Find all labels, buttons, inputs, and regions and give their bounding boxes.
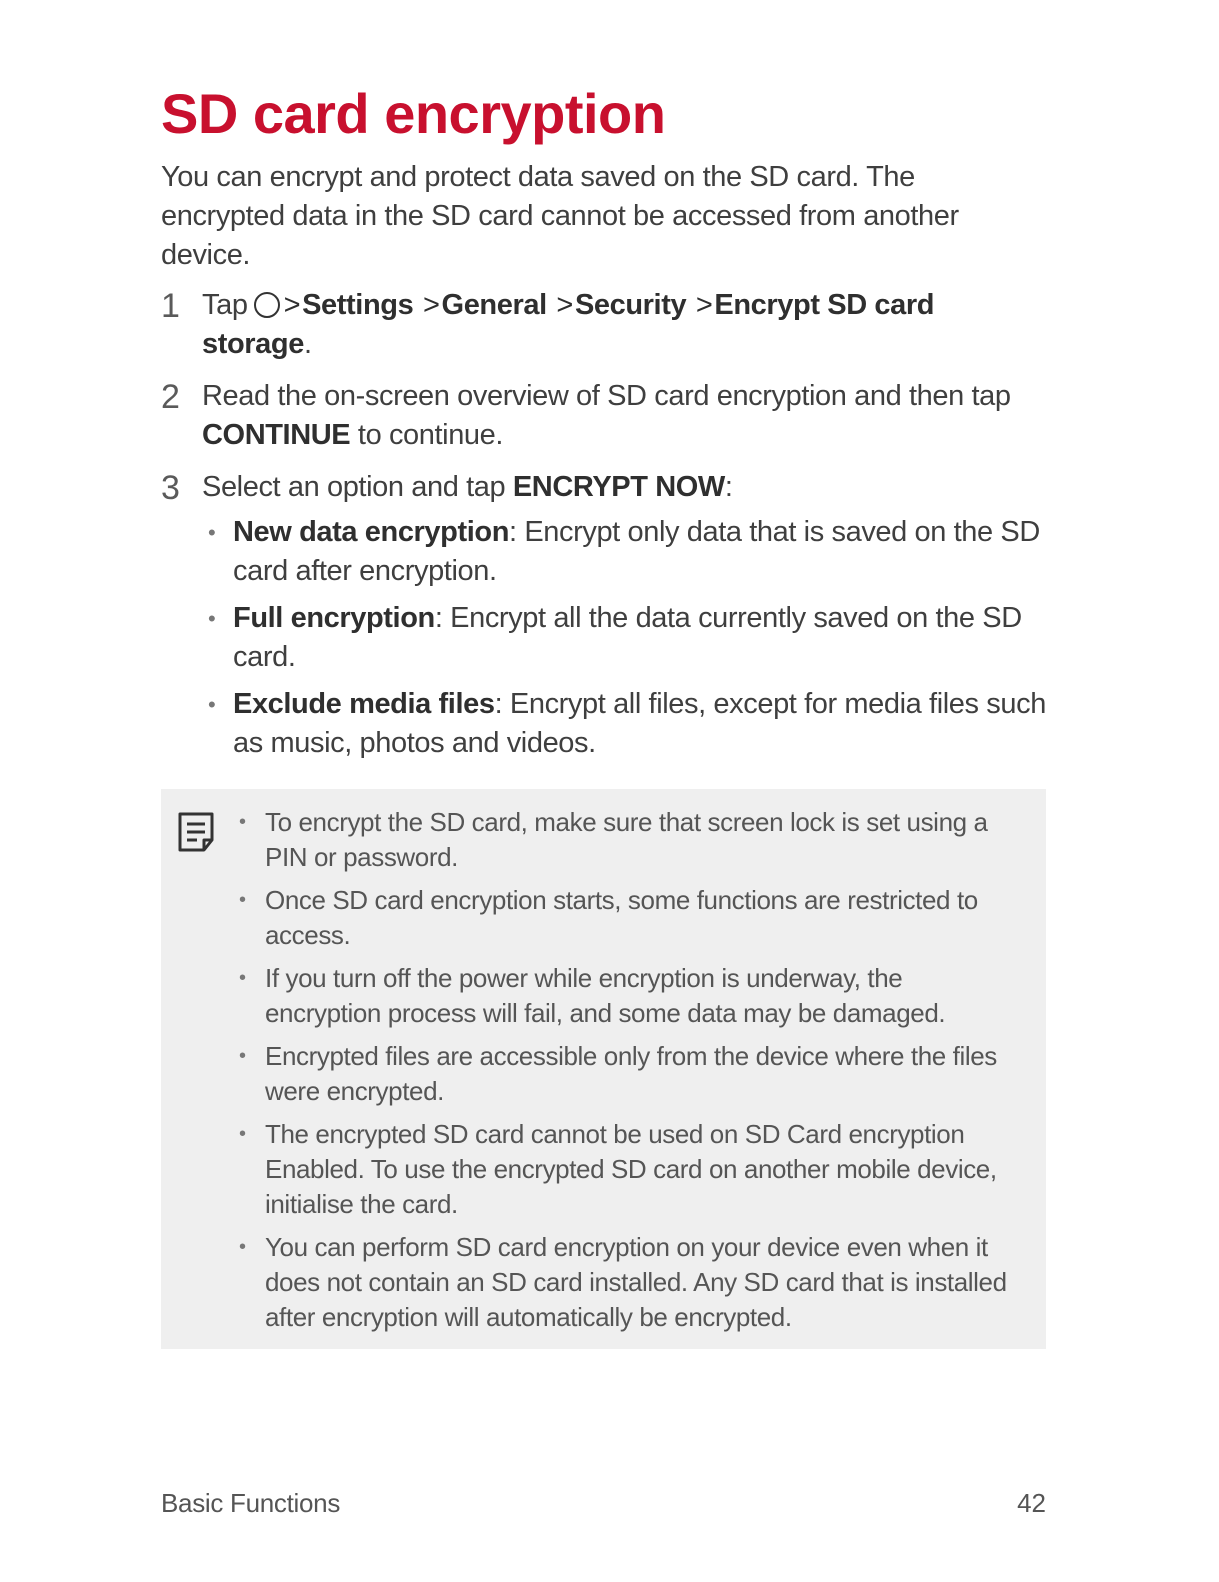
note-item — [239, 883, 1019, 953]
option-desc: : Encrypt all the data currently saved on the SD card. — [233, 602, 1022, 673]
page-title: SD card encryption — [161, 82, 666, 145]
option-exclude-media-files — [202, 685, 1046, 763]
bullet: • — [239, 811, 246, 833]
note-item — [239, 1039, 1019, 1109]
bullet: • — [208, 692, 216, 717]
note-item — [239, 805, 1019, 875]
option-desc: : Encrypt all files, except for media files such as music, photos and videos. — [233, 688, 1046, 759]
option-desc: : Encrypt only data that is saved on the SD card after encryption. — [233, 516, 1040, 587]
footer-page-number: 42 — [1017, 1488, 1046, 1518]
path-settings: Settings — [302, 289, 414, 321]
step-number: 3 — [161, 469, 180, 507]
bullet: • — [239, 889, 246, 911]
note-item — [239, 1230, 1019, 1335]
option-new-data-encryption — [202, 513, 1046, 591]
step-end: . — [303, 328, 312, 360]
note-text: The encrypted SD card cannot be used on SD Card encryption Enabled. To use the encrypted SD card on another mobile device, initialise the card. — [265, 1119, 997, 1219]
path-general: General — [441, 289, 547, 321]
note-box — [161, 789, 1046, 1349]
note-item — [239, 961, 1019, 1031]
bullet: • — [208, 606, 216, 631]
note-item — [239, 1117, 1019, 1222]
steps-list — [161, 286, 1046, 776]
option-term: Full encryption — [233, 602, 435, 634]
continue-label: CONTINUE — [202, 419, 351, 451]
bullet: • — [239, 1045, 246, 1067]
note-text: If you turn off the power while encryption is underway, the encryption process will fail, and some data may be damaged. — [265, 963, 946, 1028]
option-term: New data encryption — [233, 516, 510, 548]
path-separator: > — [556, 289, 573, 321]
encryption-options — [202, 513, 1046, 763]
step-text: Select an option and tap — [202, 471, 513, 503]
path-separator: > — [695, 289, 713, 321]
encrypt-now-label: ENCRYPT NOW — [512, 471, 725, 503]
step-2 — [161, 377, 1046, 455]
step-text: Read the on-screen overview of SD card encryption and then tap — [202, 380, 1011, 412]
note-list — [239, 805, 1019, 1343]
step-number: 2 — [161, 378, 180, 416]
note-icon — [177, 811, 215, 853]
path-security: Security — [574, 289, 687, 321]
bullet: • — [239, 1123, 246, 1145]
note-text: To encrypt the SD card, make sure that screen lock is set using a PIN or password. — [265, 807, 988, 872]
path-separator: > — [422, 289, 440, 321]
bullet: • — [239, 1236, 246, 1258]
step-number: 1 — [161, 287, 180, 325]
path-separator: > — [283, 289, 301, 321]
intro-paragraph: You can encrypt and protect data saved on the SD card. The encrypted data in the SD card cannot be accessed from another device. — [161, 161, 959, 271]
note-text: Encrypted files are accessible only from the device where the files were encrypted. — [265, 1041, 997, 1106]
path-encrypt-sd-card-storage: Encrypt SD card storage — [202, 289, 935, 360]
option-full-encryption — [202, 599, 1046, 677]
note-text: You can perform SD card encryption on your device even when it does not contain an SD card installed. Any SD card that is installed after encryption will automatically be encrypted. — [265, 1232, 1007, 1332]
step-1 — [161, 286, 1046, 364]
note-text: Once SD card encryption starts, some functions are restricted to access. — [265, 885, 978, 950]
step-text: Tap — [202, 289, 248, 321]
bullet: • — [208, 520, 216, 545]
step-text-end: : — [724, 471, 733, 503]
step-text-end: to continue. — [350, 419, 504, 451]
footer-section-name: Basic Functions — [161, 1488, 341, 1518]
home-icon — [254, 292, 280, 318]
step-3 — [161, 468, 1046, 763]
bullet: • — [239, 967, 246, 989]
option-term: Exclude media files — [233, 688, 495, 720]
